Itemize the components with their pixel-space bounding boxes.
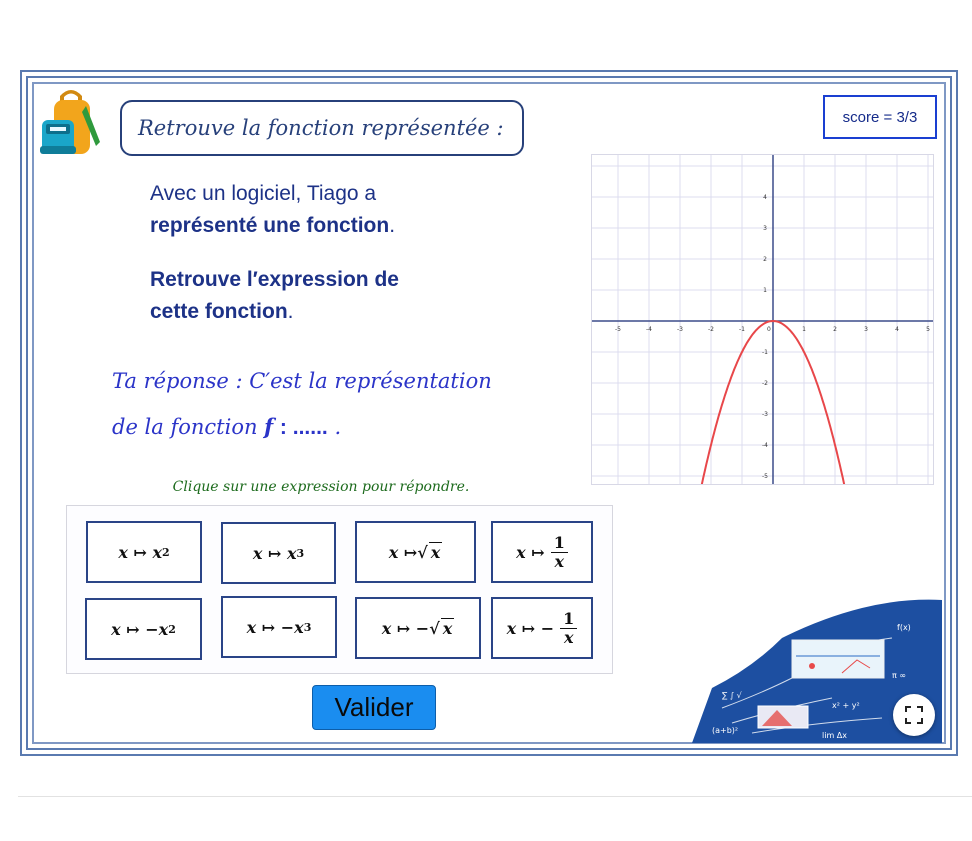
choice-7-radicand: x xyxy=(442,619,453,638)
y-tick-label: 3 xyxy=(763,225,767,232)
bottom-divider xyxy=(18,796,972,797)
answer-line2 xyxy=(112,404,592,451)
question xyxy=(150,264,550,328)
question-line1: Retrouve l′expression de xyxy=(150,268,399,291)
exercise-title-text: Retrouve la fonction représentée : xyxy=(138,116,504,140)
choice-x-squared[interactable] xyxy=(86,521,202,583)
svg-text:(a+b)²: (a+b)² xyxy=(712,726,739,735)
fraction xyxy=(551,534,568,571)
x-tick-label: -3 xyxy=(677,326,683,333)
x-tick-label: -1 xyxy=(739,326,745,333)
choice-sqrt-x[interactable] xyxy=(355,521,476,583)
svg-text:f(x): f(x) xyxy=(897,623,911,632)
svg-text:π ∞: π ∞ xyxy=(892,671,907,680)
y-tick-label: -1 xyxy=(762,349,768,356)
sqrt-symbol: √ xyxy=(429,618,440,638)
exercise-title xyxy=(120,100,524,156)
choice-8-expr: x ↦ − xyxy=(506,618,555,638)
choice-4-expr: x ↦ xyxy=(516,542,545,562)
fraction-denominator: x xyxy=(563,627,574,647)
statement-period: . xyxy=(389,214,396,237)
choice-1-exponent: 2 xyxy=(161,545,170,559)
x-tick-label: 3 xyxy=(864,326,868,333)
statement-line1: Avec un logiciel, Tiago a xyxy=(150,182,377,205)
choice-minus-inverse-x[interactable] xyxy=(491,597,593,659)
svg-text:∑ ∫ √: ∑ ∫ √ xyxy=(722,691,742,700)
statement-bold: représenté une fonction xyxy=(150,214,390,237)
choice-5-exponent: 2 xyxy=(168,622,176,636)
choice-x-cubed[interactable] xyxy=(221,522,336,584)
origin-label: 0 xyxy=(767,326,771,333)
fullscreen-button[interactable] xyxy=(893,694,935,736)
y-tick-label: -2 xyxy=(762,380,768,387)
choice-3-expr: x ↦ xyxy=(388,542,418,562)
y-tick-label: 1 xyxy=(763,287,767,294)
y-tick-label: -3 xyxy=(762,411,768,418)
choice-2-expr: x ↦ x xyxy=(252,543,297,563)
choice-minus-x-cubed[interactable] xyxy=(221,596,337,658)
x-tick-label: 5 xyxy=(926,326,930,333)
valider-button[interactable]: Valider xyxy=(312,685,436,730)
function-graph xyxy=(591,154,934,485)
choice-6-expr: x ↦ −x xyxy=(246,617,304,637)
y-tick-label: -4 xyxy=(762,442,768,449)
answer-f: f xyxy=(264,414,274,439)
choice-2-exponent: 3 xyxy=(296,546,305,560)
choice-1-expr: x ↦ x xyxy=(118,542,162,562)
choice-inverse-x[interactable] xyxy=(491,521,593,583)
svg-text:lim Δx: lim Δx xyxy=(822,731,847,740)
choice-minus-x-squared[interactable] xyxy=(85,598,202,660)
answer-function-text: de la fonction xyxy=(112,415,258,439)
score-badge xyxy=(823,95,937,139)
fraction-numerator: 1 xyxy=(551,534,568,553)
answer-sentence: C′est la représentation xyxy=(249,369,492,393)
x-tick-label: -4 xyxy=(646,326,652,333)
choice-3-radicand: x xyxy=(430,543,441,562)
question-line2 xyxy=(150,296,550,328)
fraction xyxy=(560,610,577,647)
answer-line1 xyxy=(112,358,592,404)
choice-6-exponent: 3 xyxy=(303,620,312,634)
x-tick-label: 2 xyxy=(833,326,837,333)
hint-text: Clique sur une expression pour répondre. xyxy=(172,479,470,495)
statement-line2 xyxy=(150,210,550,242)
answer-label: Ta réponse : xyxy=(112,369,243,393)
y-tick-label: -5 xyxy=(762,473,768,480)
x-tick-label: -5 xyxy=(615,326,621,333)
question-period: . xyxy=(287,300,294,323)
graph-svg xyxy=(592,155,933,484)
score-text: score = 3/3 xyxy=(842,108,918,126)
answer-period: . xyxy=(334,415,342,439)
choice-5-expr: x ↦ −x xyxy=(111,619,169,639)
answer-blank: : ...... xyxy=(279,416,328,439)
y-tick-label: 4 xyxy=(763,194,767,201)
sqrt-symbol: √ xyxy=(417,542,428,562)
question-line2-text: cette fonction xyxy=(150,300,288,323)
statement xyxy=(150,178,550,242)
x-tick-label: -2 xyxy=(708,326,714,333)
x-tick-label: 1 xyxy=(802,326,806,333)
choice-minus-sqrt-x[interactable] xyxy=(355,597,481,659)
choice-7-expr: x ↦ − xyxy=(381,618,430,638)
fraction-numerator: 1 xyxy=(560,610,577,629)
svg-text:x² + y²: x² + y² xyxy=(832,701,860,710)
y-tick-label: 2 xyxy=(763,256,767,263)
fullscreen-icon xyxy=(905,706,923,724)
answer-prompt xyxy=(112,358,592,451)
backpack-icon xyxy=(38,86,104,156)
fraction-denominator: x xyxy=(554,551,565,571)
x-tick-label: 4 xyxy=(895,326,899,333)
